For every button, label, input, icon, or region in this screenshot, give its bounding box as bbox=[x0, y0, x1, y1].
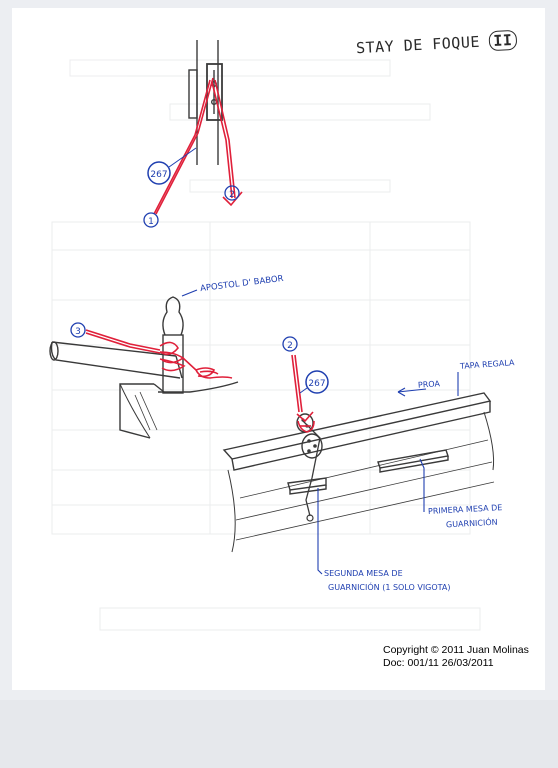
sheet-title-roman: II bbox=[489, 30, 517, 51]
svg-text:2: 2 bbox=[287, 341, 293, 351]
label-proa: PROA bbox=[417, 379, 441, 390]
label-tapa-regala: TAPA REGALA bbox=[459, 358, 515, 371]
sheet-title-text: STAY DE FOQUE bbox=[355, 32, 481, 58]
leader-lines bbox=[182, 290, 458, 574]
svg-text:1: 1 bbox=[148, 217, 154, 227]
svg-text:2: 2 bbox=[229, 190, 235, 200]
callout-2-top bbox=[225, 186, 239, 200]
document-reference: Doc: 001/11 26/03/2011 bbox=[383, 657, 494, 669]
label-primera-mesa-1: PRIMERA MESA DE bbox=[427, 503, 503, 516]
bleed-through-ghost bbox=[52, 60, 480, 630]
svg-text:267: 267 bbox=[308, 379, 326, 389]
label-segunda-mesa-1: SEGUNDA MESA DE bbox=[324, 569, 403, 578]
callout-2-mid bbox=[283, 337, 297, 351]
label-primera-mesa-2: GUARNICIÓN bbox=[445, 517, 498, 530]
copyright-block bbox=[383, 644, 529, 670]
copyright-line: Copyright © 2011 Juan Molinas bbox=[383, 644, 529, 656]
svg-text:3: 3 bbox=[75, 327, 81, 337]
callout-1 bbox=[144, 213, 158, 227]
svg-text:267: 267 bbox=[150, 170, 168, 180]
label-segunda-mesa-2: GUARNICIÓN (1 SOLO VIGOTA) bbox=[328, 583, 451, 592]
callout-3 bbox=[71, 323, 85, 337]
label-apostol: APOSTOL D' BABOR bbox=[199, 273, 285, 295]
